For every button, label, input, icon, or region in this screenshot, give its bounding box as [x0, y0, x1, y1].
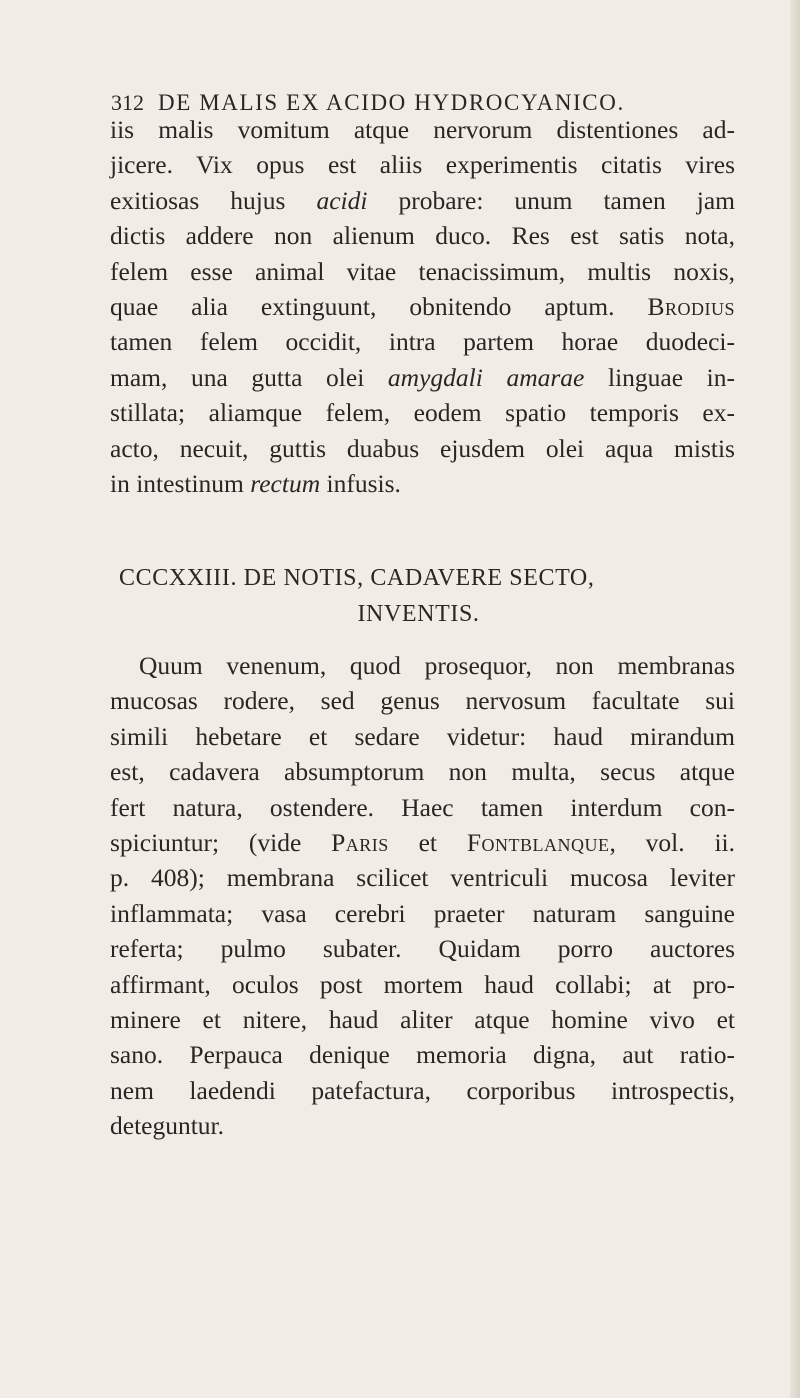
author-name: Paris [331, 828, 389, 858]
text-run: in intestinum [110, 469, 251, 499]
page-number: 312 [111, 90, 144, 115]
text-line: jicere. Vix opus est aliis experimentis citatis vires [110, 150, 735, 180]
text-run: linguae in- [584, 362, 735, 392]
text-line: dictis addere non alienum duco. Res est satis nota, [110, 221, 735, 251]
text-line [110, 466, 735, 501]
text-line: mucosas rodere, sed genus nervosum facultate sui [110, 686, 735, 716]
text-line: minere et nitere, haud aliter atque homine vivo et [110, 1005, 735, 1035]
text-run: spiciuntur; (vide [110, 828, 332, 858]
text-line: felem esse animal vitae tenacissimum, multis noxis, [110, 256, 735, 286]
section-heading [110, 560, 735, 632]
text-line [110, 183, 735, 218]
text-run: et [388, 828, 467, 858]
text-line: stillata; aliamque felem, eodem spatio temporis ex- [110, 398, 735, 428]
text-run: exitiosas hujus [110, 185, 317, 215]
text-line: tamen felem occidit, intra partem horae duodeci- [110, 327, 735, 357]
paragraph-2 [110, 648, 735, 1144]
text-run: infusis. [320, 469, 401, 499]
text-line: simili hebetare et sedare videtur: haud mirandum [110, 721, 735, 751]
text-line: fert natura, ostendere. Haec tamen interdum con- [110, 792, 735, 822]
text-run: , vol. ii. [609, 828, 735, 858]
text-line [110, 289, 735, 324]
section-heading-line: INVENTIS. [357, 601, 480, 627]
text-line: p. 408); membrana scilicet ventriculi mucosa leviter [110, 863, 735, 893]
italic-term: rectum [250, 469, 321, 499]
text-line: acto, necuit, guttis duabus ejusdem olei aqua mistis [110, 433, 735, 463]
text-line: Quum venenum, quod prosequor, non membranas [139, 651, 735, 680]
text-line: deteguntur. [110, 1111, 225, 1141]
text-line: referta; pulmo subater. Quidam porro auctores [110, 934, 735, 964]
paragraph-1 [110, 112, 735, 501]
text-run: mam, una gutta olei [110, 362, 388, 392]
text-run: probare: unum tamen jam [367, 185, 735, 215]
page-edge-shadow [790, 0, 800, 1398]
text-line: nem laedendi patefactura, corporibus introspectis, [110, 1075, 735, 1105]
italic-term: acidi [316, 185, 368, 215]
text-line: iis malis vomitum atque nervorum distentiones ad- [110, 115, 735, 144]
text-line: inflammata; vasa cerebri praeter naturam sanguine [110, 898, 735, 928]
text-line: affirmant, oculos post mortem haud collabi; at pro- [110, 969, 735, 999]
text-line [110, 825, 735, 860]
text-line [110, 360, 735, 395]
author-name: Fontblanque [466, 828, 610, 858]
text-line: sano. Perpauca denique memoria digna, aut ratio- [110, 1040, 735, 1070]
running-title: DE MALIS EX ACIDO HYDROCYANICO. [158, 90, 625, 115]
text-line: est, cadavera absumptorum non multa, secus atque [110, 757, 735, 787]
author-name: Brodius [647, 292, 735, 322]
text-run: quae alia extinguunt, obnitendo aptum. [110, 292, 648, 322]
italic-term: amygdali amarae [387, 362, 585, 392]
section-heading-line: CCCXXIII. DE NOTIS, CADAVERE SECTO, [119, 565, 595, 591]
